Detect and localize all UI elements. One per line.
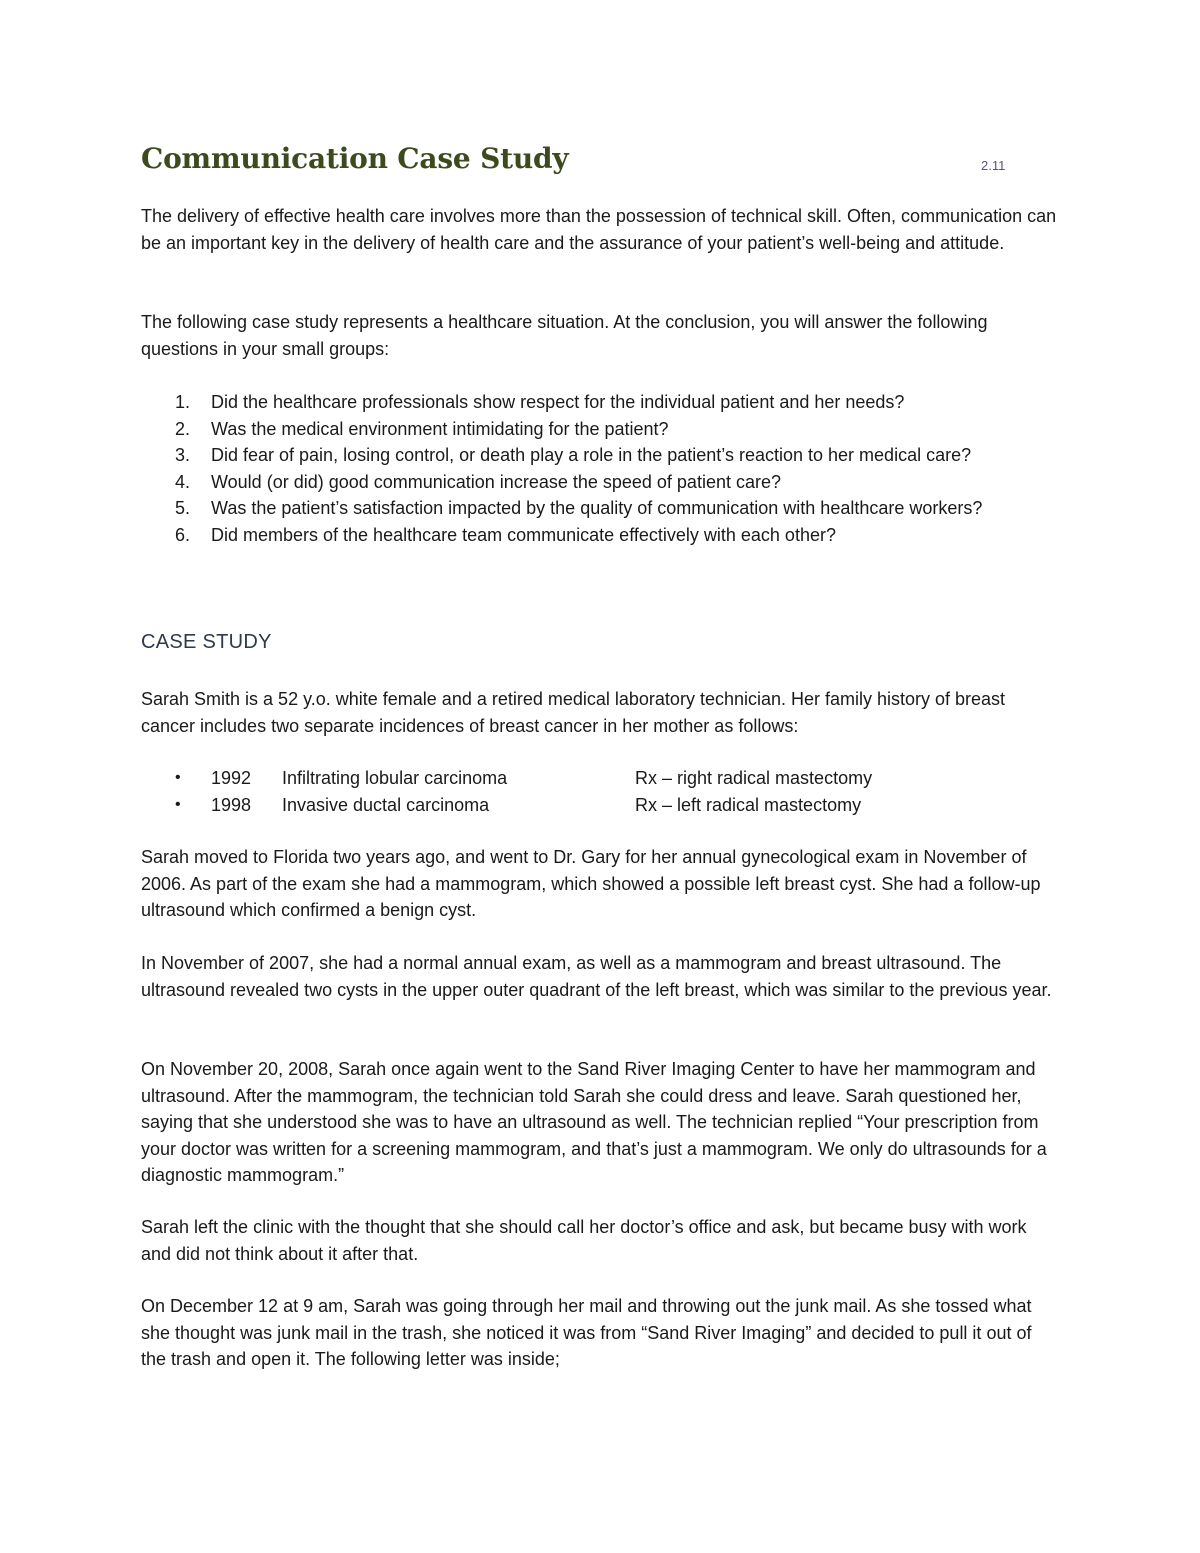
section-heading: CASE STUDY [141,631,272,653]
case-paragraph: On December 12 at 9 am, Sarah was going through her mail and throwing out the junk mail. As she tossed what she thought was junk mail in the trash, she noticed it was from “Sand River Imaging” and decided to pull it out of the trash and open it. The following letter was inside; [141,1296,1032,1369]
history-item [141,765,1021,792]
question-text: Was the patient’s satisfaction impacted by the quality of communication with healthcare workers? [211,498,983,518]
question-number: 6. [175,524,191,545]
question-number: 4. [175,471,191,492]
history-year: 1998 [211,794,252,815]
history-diagnosis: Invasive ductal carcinoma [282,794,490,815]
case-intro-paragraph: Sarah Smith is a 52 y.o. white female and a retired medical laboratory technician. Her family history of breast cancer includes two separate incidences of breast cancer in her mother as follows: [141,689,1006,736]
case-paragraph: Sarah left the clinic with the thought that she should call her doctor’s office and ask, but became busy with work and did not think about it after that. [141,1217,1027,1264]
document-title: Communication Case Study [141,142,569,175]
question-text: Would (or did) good communication increase the speed of patient care? [211,471,781,492]
title-row [141,142,1021,182]
question-item [141,442,1071,469]
document-number: 2.11 [981,158,1006,173]
question-item [141,469,1071,496]
history-diagnosis: Infiltrating lobular carcinoma [282,768,508,788]
case-paragraph: In November of 2007, she had a normal annual exam, as well as a mammogram and breast ultrasound. The ultrasound revealed two cysts in the upper outer quadrant of the left breast, which was similar to the previous year. [141,953,1052,1000]
bullet-icon: • [175,769,181,786]
history-treatment: Rx – left radical mastectomy [635,794,862,815]
intro-paragraph: The delivery of effective health care involves more than the possession of technical skill. Often, communication can be an important key in the delivery of health care and the assurance of your patient’s well-being and attitude. [141,206,1057,253]
question-text: Did the healthcare professionals show respect for the individual patient and her needs? [211,392,905,412]
history-treatment: Rx – right radical mastectomy [635,768,873,788]
question-number: 3. [175,445,191,465]
intro-paragraph: The following case study represents a healthcare situation. At the conclusion, you will answer the following questions in your small groups: [141,312,988,359]
question-number: 2. [175,418,191,439]
case-paragraph: Sarah moved to Florida two years ago, and went to Dr. Gary for her annual gynecological exam in November of 2006. As part of the exam she had a mammogram, which showed a possible left breast cyst. She had a follow-up ultrasound which confirmed a benign cyst. [141,847,1041,920]
question-text: Was the medical environment intimidating for the patient? [211,418,669,439]
history-item [141,792,1021,819]
question-item [141,416,1071,443]
question-text: Did members of the healthcare team communicate effectively with each other? [211,524,836,545]
question-item [141,389,1071,416]
question-item [141,522,1071,549]
history-year: 1992 [211,768,252,788]
question-number: 5. [175,498,191,518]
question-number: 1. [175,392,191,412]
bullet-icon: • [175,795,181,813]
family-history-list [141,765,1021,818]
case-paragraph: On November 20, 2008, Sarah once again went to the Sand River Imaging Center to have her mammogram and ultrasound. After the mammogram, the technician told Sarah she could dress and leave. Sarah questioned her, saying that she understood she was to have an ultrasound as well. The technician replied “Your prescription from your doctor was written for a screening mammogram, and that’s just a mammogram. We only do ultrasounds for a diagnostic mammogram.” [141,1059,1047,1185]
question-item [141,495,1071,522]
question-text: Did fear of pain, losing control, or death play a role in the patient’s reaction to her medical care? [211,445,972,465]
question-list [141,389,1071,548]
